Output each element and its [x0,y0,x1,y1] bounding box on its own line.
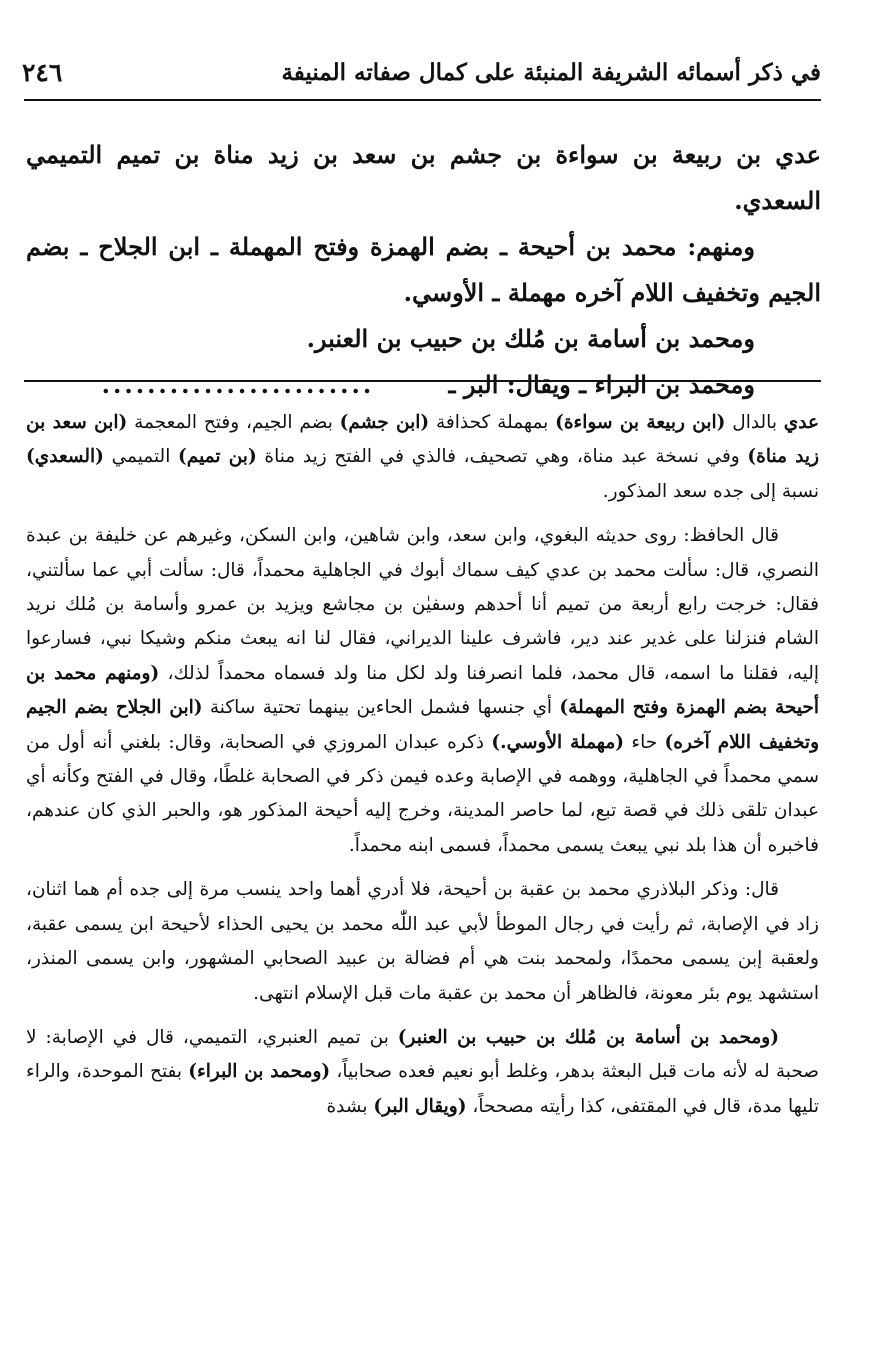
page-header [22,52,821,92]
header-rule [24,99,821,101]
matn-paragraph [26,362,821,408]
quoted-term: (بن تميم) [178,446,257,468]
commentary-text: بمهملة كحذافة [429,412,556,433]
commentary-paragraph [26,1021,819,1124]
page-number: ٢٤٦ [22,57,63,87]
commentary-text [26,406,819,1124]
quoted-term: (ومحمد بن أسامة بن مُلك بن حبيب بن العنبر) [397,1026,779,1048]
commentary-paragraph [26,406,819,509]
running-title: في ذكر أسمائه الشريفة المنبئة على كمال صفاته المنيفة [281,58,821,86]
commentary-text: حاء [624,731,665,753]
quoted-term: (السعدي) [26,446,104,468]
commentary-text: التميمي [103,446,178,468]
commentary-text: بن تميم العنبري، التميمي، قال في الإصابة: لا صحبة له لأنه مات قبل البعثة بدهر، وغلط أبو نعيم فعده صحابياً، [26,1026,819,1083]
quoted-term: (ابن ربيعة بن سواءة) [555,412,726,433]
main-text [26,132,821,408]
commentary-paragraph [26,519,819,863]
quoted-term: (ابن الجلاح بضم الجيم وتخفيف اللام آخره) [26,697,819,753]
quoted-term: (مهملة الأوسي.) [491,731,625,753]
commentary-text: ذكره عبدان المروزي في الصحابة، وقال: بلغني أنه أول من سمي محمداً في الجاهلية، ووهمه في الإصابة وعده فيمن ذكر في الصحابة غلطًا، وقال في الفتح وكأنه أي عبدان تلقى ذلك في قصة تبع، لما حاصر المدينة، وخرج إليه أحيحة المذكور هو، والحبر الذي كان عندهم، فاخبره أن هذا بلد نبي يبعث يسمى محمداً، فسمى ابنه محمداً. [26,731,819,856]
commentary-text: وفي نسخة عبد مناة، وهي تصحيف، فالذي في الفتح زيد مناة [256,446,748,468]
commentary-text [159,663,167,684]
commentary-text: بشدة [326,1095,374,1117]
separator-rule [24,380,821,382]
quoted-term: (ومحمد بن البراء) [188,1061,331,1083]
matn-text: ومحمد بن البراء ـ ويقال: البر ـ [448,370,755,399]
matn-paragraph: ومنهم: محمد بن أحيحة ـ بضم الهمزة وفتح المهملة ـ ابن الجلاح ـ بضم الجيم وتخفيف اللام آخره مهملة ـ الأوسي. [26,232,821,307]
commentary-text: قال الحافظ: روى حديثه البغوي، وابن سعد، وابن شاهين، وابن السكن، وغيرهم عن خليفة بن عبدة النصري، قال: سألت محمد بن عدي كيف سماك أبوك في الجاهلية محمداً، قال: سألت أبي عما سألتني، فقال: خرجت رابع أربعة من تميم أنا أحدهم وسفيٰن بن مجاشع ويزيد بن عمرو وأسامة بن مُلك نريد الشام فنزلنا على غدير عند دير، فاشرف علينا الديراني، فقال لنا انه يبعث منكم وشيكا نبي، فسارعوا إليه، فقلنا ما اسمه، قال محمد، فلما انصرفنا ولد لكل منا ولد فسماه محمداً لذلك، [26,525,819,684]
matn-line: عدي بن ربيعة بن سواءة بن جشم بن سعد بن زيد مناة بن تميم التميمي السعدي. [26,140,821,215]
quoted-term: (ابن جشم) [339,412,430,433]
quoted-term: (ويقال البر) [373,1095,467,1117]
commentary-text: بضم الجيم، وفتح المعجمة [127,412,340,433]
commentary-text: بالدال [725,412,784,433]
commentary-text: نسبة إلى جده سعد المذكور. [602,480,819,502]
quoted-term: (ومنهم محمد بن أحيحة بضم الهمزة وفتح المهملة) [26,662,820,719]
commentary-paragraph: قال: وذكر البلاذري محمد بن عقبة بن أحيحة، فلا أدري أهما واحد ينسب مرة إلى جده أم هما اثنان، زاد في الإصابة، ثم رأيت في رجال الموطأ لأبي عبد اللّٰه محمد بن يحيى الحذاء لأحيحة ابن يسمى عقبة، ولعقبة إبن يسمى محمدًا، ولمحمد بنت هي أم فضالة بن عبيد الصحابي المشهور، وابن يسمى المنذر، استشهد يوم بئر معونة، فالظاهر أن محمد بن عقبة مات قبل الإسلام انتهى. [26,879,819,1004]
quoted-term: عدي [783,412,820,433]
ellipsis-dots: ........................ [101,370,375,399]
commentary-text: أي جنسها فشمل الحاءين بينهما تحتية ساكنة [202,697,560,719]
matn-paragraph: ومحمد بن أسامة بن مُلك بن حبيب بن العنبر. [306,324,755,353]
commentary-text: بفتح الموحدة، والراء تليها مدة، قال في المقتفى، كذا رأيته مصححاً، [26,1061,819,1117]
quoted-term: (ابن سعد بن زيد مناة) [26,412,820,468]
